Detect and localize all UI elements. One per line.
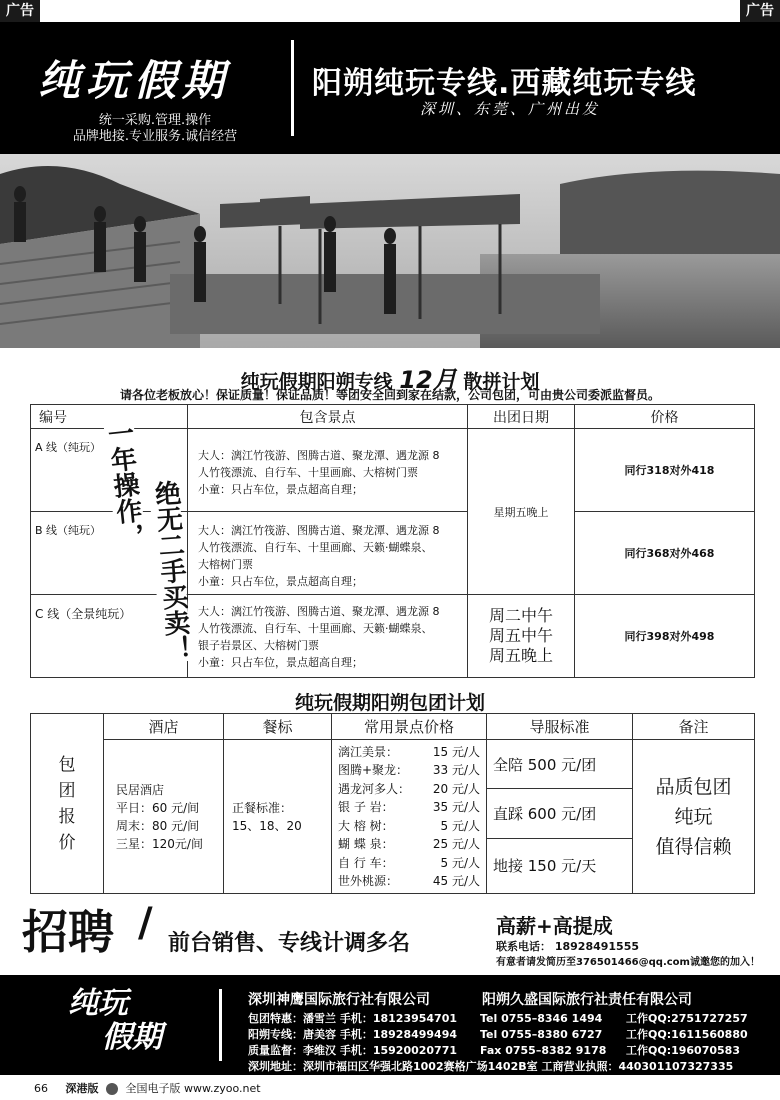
section1-title-month: 12月: [399, 366, 457, 394]
remark-cell: [633, 740, 755, 894]
col-header-date: 出团日期: [468, 405, 575, 429]
spot-name: 自 行 车：: [338, 855, 394, 870]
guide-cell: [487, 740, 633, 894]
spot-name: 图腾+聚龙：: [338, 763, 409, 777]
spot-price: 35 元/人: [432, 800, 480, 814]
spot-price: 45 元/人: [432, 874, 480, 888]
col-header-remark: 备注: [633, 714, 755, 740]
side-label-4: 价: [58, 832, 76, 853]
date-ab: 星期五晚上: [468, 429, 575, 595]
section1-title-post: 散拼计划: [463, 371, 540, 393]
spot-price-row: [338, 798, 480, 817]
hotel-4: 三星：120元/间: [116, 836, 203, 851]
section1-notice: 请各位老板放心！保证质量！保证品质！等团安全回到家在结款，公司包团，可由贵公司委派监督员。: [119, 388, 660, 402]
header-slogan-sub: 深圳、东莞、广州出发: [420, 100, 601, 118]
remark-2: 纯玩: [674, 805, 713, 828]
col-header-spots: 包含景点: [188, 405, 468, 429]
section2-title: 纯玩假期阳朔包团计划: [294, 692, 485, 714]
recruit-contact: 联系电话： 18928491555: [496, 940, 640, 953]
spot-name: 世外桃源：: [338, 874, 399, 888]
spot-price-row: [338, 817, 480, 836]
table-row: [31, 595, 755, 678]
line-a-name: A 线（纯玩）: [31, 429, 188, 512]
spot-price: 5 元/人: [440, 818, 480, 833]
overlay-slogan-1: 一年操作，: [102, 418, 146, 552]
spot-price: 5 元/人: [440, 855, 480, 870]
contact-line-3-a: 质量监督：李维汉 手机：15920020771: [248, 1044, 458, 1057]
ad-label-right: 广告: [740, 0, 780, 22]
spot-name: 漓江美景：: [338, 744, 399, 759]
col-header-price: 价格: [575, 405, 755, 429]
spot-price-cell: [332, 740, 487, 894]
edition-logo-icon: [106, 1083, 118, 1095]
company-2: 阳朔久盛国际旅行社责任有限公司: [482, 992, 692, 1008]
line-a-spots-3: 小童：只占车位，景点超高自理；: [198, 483, 363, 496]
line-c-name: C 线（全景纯玩）: [31, 595, 188, 678]
spot-price-row: [338, 872, 480, 891]
page-footer: [34, 1080, 261, 1096]
spot-price-row: [338, 761, 480, 780]
spot-name: 大 榕 树：: [338, 818, 394, 833]
line-a-spots-2: 人竹筏漂流、自行车、十里画廊、大榕树门票: [198, 466, 418, 479]
spot-name: 遇龙河多人：: [338, 781, 411, 796]
spot-price: 15 元/人: [432, 744, 480, 759]
col-header-guide: 导服标准: [487, 714, 633, 740]
line-b-price: 同行368对外468: [575, 512, 755, 595]
brand-sub-2: 品牌地接.专业服务.诚信经营: [72, 129, 238, 144]
line-c-price: 同行398对外498: [575, 595, 755, 678]
section1-title-pre: 纯玩假期阳朔专线: [240, 371, 393, 393]
line-a-price: 同行318对外418: [575, 429, 755, 512]
hotel-3: 周末：80 元/间: [116, 818, 200, 833]
remark-3: 值得信赖: [655, 835, 732, 858]
footer-logo-2: 假期: [102, 1020, 162, 1055]
contact-line-1-c: 工作QQ:2751727257: [626, 1012, 748, 1025]
side-label-1: 包: [58, 754, 76, 775]
recruit-benefit: 高薪+高提成: [496, 914, 613, 938]
private-tour-table: [30, 713, 755, 894]
spot-name: 蝴 蝶 泉：: [338, 837, 394, 851]
footer-divider: [219, 989, 222, 1061]
brand-logo-text: 纯玩假期: [38, 56, 231, 105]
date-c-2: 周五中午: [488, 626, 553, 645]
recruit-apply: 有意者请发简历至376501466@qq.com诚邀您的加入！: [496, 957, 760, 968]
contact-line-2-a: 阳朔专线：唐美容 手机：18928499494: [248, 1028, 458, 1041]
header-banner: [0, 22, 780, 154]
site-link[interactable]: 全国电子版 www.zyoo.net: [125, 1082, 261, 1095]
contact-line-2-c: 工作QQ:1611560880: [626, 1028, 748, 1041]
overlay-slogan-2: 绝无二手买卖！: [149, 479, 193, 663]
spot-price: 20 元/人: [432, 781, 480, 796]
recruit-title: 招聘: [22, 905, 114, 959]
col-header-id: 编号: [31, 405, 188, 429]
col-header-hotel: 酒店: [104, 714, 224, 740]
line-c-spots-3: 银子岩景区、大榕树门票: [198, 639, 319, 652]
date-c-1: 周二中午: [488, 606, 553, 625]
edition: 深港版: [65, 1082, 99, 1095]
header-divider: [291, 40, 294, 136]
line-a-spots-1: 大人：漓江竹筏游、图腾古道、聚龙潭、遇龙源 8: [198, 449, 440, 462]
side-label-3: 报: [58, 806, 76, 827]
footer-logo: [68, 987, 162, 1055]
line-b-spots-2: 人竹筏漂流、自行车、十里画廊、天籁·蝴蝶泉、: [198, 541, 433, 554]
footer-logo-1: 纯玩: [68, 986, 128, 1021]
footer-banner: [0, 975, 780, 1075]
spot-price-row: [338, 743, 480, 762]
line-c-spots: [188, 595, 468, 678]
side-label-cell: [31, 714, 104, 894]
brand-sub-1: 统一采购.管理.操作: [98, 113, 212, 128]
spot-price-row: [338, 854, 480, 873]
ad-label-left: 广告: [0, 0, 40, 22]
spot-price: 33 元/人: [432, 763, 480, 777]
guide-3: 地接 150 元/天: [493, 856, 597, 875]
remark-1: 品质包团: [655, 775, 732, 798]
header-slogan: 阳朔纯玩专线.西藏纯玩专线: [312, 66, 697, 101]
line-a-spots: [188, 429, 468, 512]
spot-price-row: [338, 780, 480, 799]
spot-price-row: [338, 835, 480, 854]
hotel-1: 民居酒店: [116, 782, 165, 797]
contact-line-3-c: 工作QQ:196070583: [626, 1044, 740, 1057]
recruit-slash: /: [138, 900, 153, 946]
line-c-spots-2: 人竹筏漂流、自行车、十里画廊、天籁·蝴蝶泉、: [198, 622, 433, 635]
date-c: [468, 595, 575, 678]
line-b-spots: [188, 512, 468, 595]
line-b-spots-3: 大榕树门票: [198, 558, 253, 571]
meal-cell: [224, 740, 332, 894]
company-1: 深圳神鹰国际旅行社有限公司: [248, 992, 430, 1008]
bamboo-raft-photo: [0, 154, 780, 348]
line-b-name: B 线（纯玩）: [31, 512, 188, 595]
line-c-spots-4: 小童：只占车位，景点超高自理；: [198, 656, 363, 669]
line-b-spots-1: 大人：漓江竹筏游、图腾古道、聚龙潭、遇龙源 8: [198, 524, 440, 537]
date-c-3: 周五晚上: [488, 646, 553, 665]
guide-1: 全陪 500 元/团: [487, 741, 632, 789]
meal-2: 15、18、20: [232, 818, 302, 833]
recruit-positions: 前台销售、专线计调多名: [168, 931, 411, 956]
col-header-meal: 餐标: [224, 714, 332, 740]
meal-1: 正餐标准：: [232, 800, 293, 815]
contact-line-2-b: Tel 0755–8380 6727: [480, 1028, 603, 1041]
line-c-spots-1: 大人：漓江竹筏游、图腾古道、聚龙潭、遇龙源 8: [198, 605, 440, 618]
page-number: 66: [34, 1082, 48, 1095]
guide-2: 直踩 600 元/团: [487, 789, 632, 839]
hotel-2: 平日：60 元/间: [116, 800, 200, 815]
line-b-spots-4: 小童：只占车位，景点超高自理；: [198, 575, 363, 588]
contact-line-3-b: Fax 0755–8382 9178: [480, 1044, 607, 1057]
contact-line-1-b: Tel 0755–8346 1494: [480, 1012, 603, 1025]
footer-address: 深圳地址：深圳市福田区华强北路1002赛格广场1402B室 工商营业执照：440301107327335: [248, 1060, 734, 1073]
spot-name: 银 子 岩：: [338, 800, 394, 814]
contact-line-1-a: 包团特惠：潘雪兰 手机：18123954701: [248, 1012, 458, 1025]
col-header-spot-prices: 常用景点价格: [332, 714, 487, 740]
hotel-cell: [104, 740, 224, 894]
side-label-2: 团: [58, 780, 76, 801]
spot-price: 25 元/人: [432, 837, 480, 851]
